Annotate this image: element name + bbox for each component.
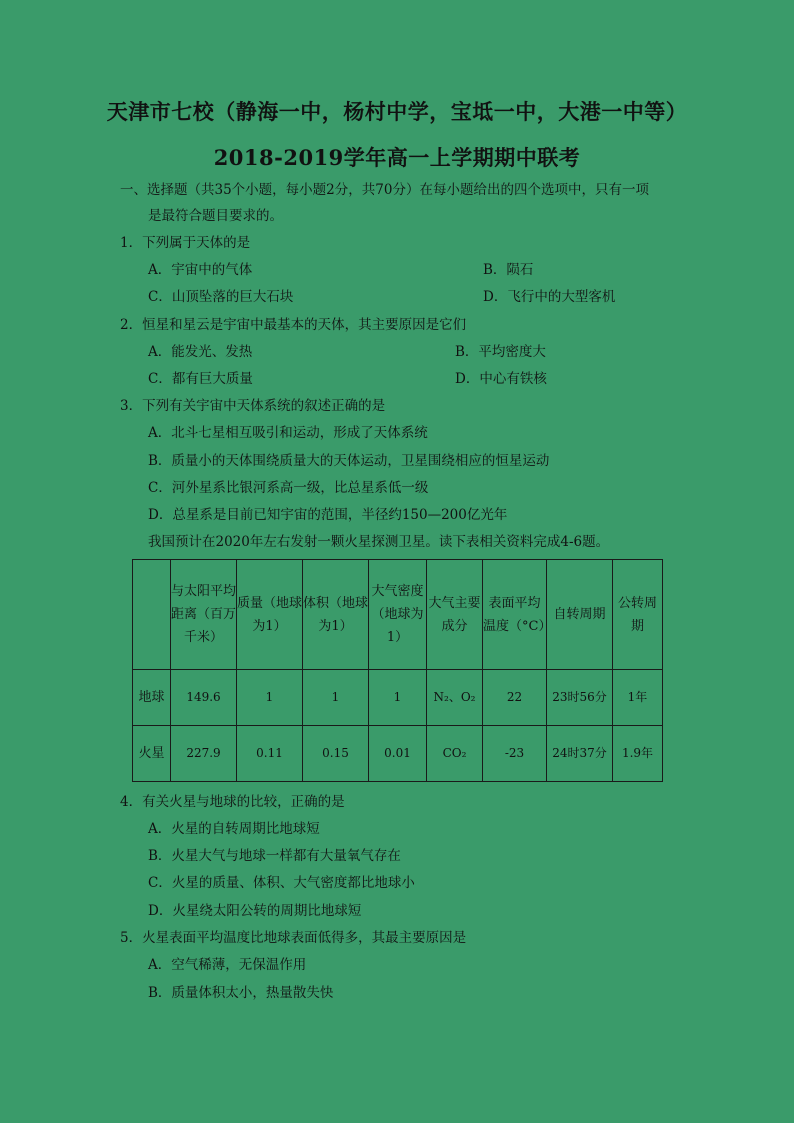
table-intro: 我国预计在2020年左右发射一颗火星探测卫星。读下表相关资料完成4-6题。: [148, 534, 610, 550]
table-header-cell: [133, 560, 171, 670]
table-cell: 149.6: [171, 670, 237, 726]
table-header-cell: 公转周期: [613, 560, 663, 670]
question-4-option-b: B．火星大气与地球一样都有大量氧气存在: [148, 848, 401, 864]
section-instruction-line-2: 是最符合题目要求的。: [148, 208, 283, 224]
table-header-cell: 与太阳平均距离（百万千米）: [171, 560, 237, 670]
question-2: 2．恒星和星云是宇宙中最基本的天体，其主要原因是它们: [120, 317, 467, 333]
table-cell: 23时56分: [547, 670, 613, 726]
table-cell: 1: [303, 670, 369, 726]
table-header-cell: 体积（地球为1）: [303, 560, 369, 670]
table-header-cell: 自转周期: [547, 560, 613, 670]
table-cell: 1年: [613, 670, 663, 726]
document-title-line-1: 天津市七校（静海一中，杨村中学，宝坻一中，大港一中等）: [106, 99, 688, 124]
table-cell: 1: [369, 670, 427, 726]
table-row: [133, 726, 663, 782]
question-1: 1．下列属于天体的是: [120, 235, 251, 251]
question-5-option-a: A．空气稀薄，无保温作用: [148, 957, 307, 973]
question-4: 4．有关火星与地球的比较，正确的是: [120, 794, 345, 810]
table-cell: 地球: [133, 670, 171, 726]
question-5: 5．火星表面平均温度比地球表面低得多，其最主要原因是: [120, 930, 467, 946]
table-header-row: [133, 560, 663, 670]
table-cell: 1.9年: [613, 726, 663, 782]
question-5-option-b: B．质量体积太小，热量散失快: [148, 985, 334, 1001]
question-3-option-d: D．总星系是目前已知宇宙的范围，半径约150—200亿光年: [148, 507, 508, 523]
question-2-option-c: C．都有巨大质量: [148, 371, 253, 387]
question-4-option-a: A．火星的自转周期比地球短: [148, 821, 320, 837]
table-cell: 1: [237, 670, 303, 726]
table-cell: 0.11: [237, 726, 303, 782]
question-4-option-d: D．火星绕太阳公转的周期比地球短: [148, 903, 362, 919]
question-4-option-c: C．火星的质量、体积、大气密度都比地球小: [148, 875, 415, 891]
table-header-cell: 大气密度（地球为1）: [369, 560, 427, 670]
question-1-option-b: B．陨石: [483, 262, 534, 278]
question-2-option-b: B．平均密度大: [455, 344, 546, 360]
table-cell: N₂、O₂: [427, 670, 483, 726]
table-header-cell: 大气主要成分: [427, 560, 483, 670]
table-cell: -23: [483, 726, 547, 782]
table-cell: 22: [483, 670, 547, 726]
question-2-option-d: D．中心有铁核: [455, 371, 547, 387]
question-3-option-c: C．河外星系比银河系高一级，比总星系低一级: [148, 480, 429, 496]
question-3-option-a: A．北斗七星相互吸引和运动，形成了天体系统: [148, 425, 428, 441]
question-2-option-a: A．能发光、发热: [148, 344, 253, 360]
question-1-option-d: D．飞行中的大型客机: [483, 289, 616, 305]
table-cell: 0.15: [303, 726, 369, 782]
planet-data-table: [132, 559, 663, 782]
table-cell: 227.9: [171, 726, 237, 782]
table-cell: 火星: [133, 726, 171, 782]
section-instruction-line-1: 一、选择题（共35个小题，每小题2分，共70分）在每小题给出的四个选项中，只有一项: [120, 182, 649, 198]
question-1-option-c: C．山顶坠落的巨大石块: [148, 289, 294, 305]
table-cell: CO₂: [427, 726, 483, 782]
table-cell: 24时37分: [547, 726, 613, 782]
question-3-option-b: B．质量小的天体围绕质量大的天体运动，卫星围绕相应的恒星运动: [148, 453, 550, 469]
document-title-line-2: 2018-2019学年高一上学期期中联考: [213, 145, 581, 170]
question-3: 3．下列有关宇宙中天体系统的叙述正确的是: [120, 398, 386, 414]
table-row: [133, 670, 663, 726]
table-header-cell: 表面平均温度（°C）: [483, 560, 547, 670]
table-cell: 0.01: [369, 726, 427, 782]
table-header-cell: 质量（地球为1）: [237, 560, 303, 670]
question-1-option-a: A．宇宙中的气体: [148, 262, 253, 278]
